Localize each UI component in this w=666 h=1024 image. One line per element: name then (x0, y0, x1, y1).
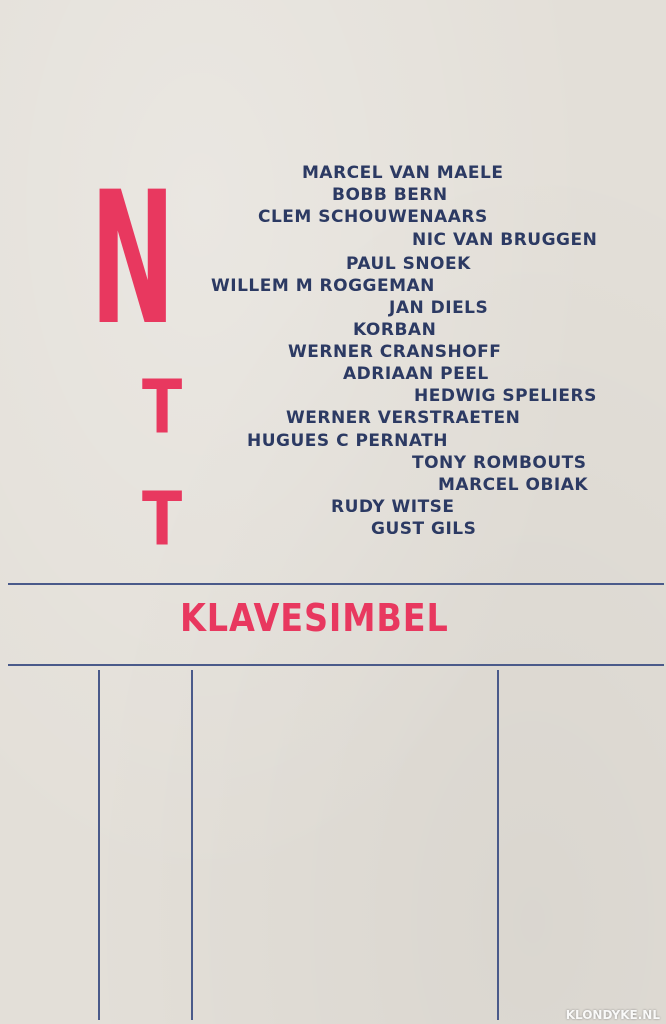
letter-t-second: T (142, 474, 183, 563)
author-name: WERNER VERSTRAETEN (286, 408, 521, 428)
author-name: ADRIAAN PEEL (343, 364, 489, 384)
top-divider (8, 583, 664, 585)
vertical-line (98, 670, 100, 1020)
vertical-line (191, 670, 193, 1020)
author-name: JAN DIELS (389, 298, 489, 318)
author-name: KORBAN (353, 320, 437, 340)
author-name: TONY ROMBOUTS (412, 453, 587, 473)
letter-t-first: T (142, 362, 183, 451)
author-name: GUST GILS (371, 519, 477, 539)
vertical-line (497, 670, 499, 1020)
author-name: MARCEL OBIAK (438, 475, 589, 495)
book-title: KLAVESIMBEL (180, 596, 449, 640)
author-name: RUDY WITSE (331, 497, 455, 517)
author-name: BOBB BERN (332, 185, 448, 205)
author-name: NIC VAN BRUGGEN (412, 230, 598, 250)
author-name: WILLEM M ROGGEMAN (211, 276, 435, 296)
author-name: HUGUES C PERNATH (247, 431, 449, 451)
letter-n: N (90, 151, 176, 366)
author-name: WERNER CRANSHOFF (288, 342, 502, 362)
author-name: MARCEL VAN MAELE (302, 163, 504, 183)
bottom-divider (8, 664, 664, 666)
watermark-text: KLONDYKE.NL (565, 1008, 660, 1022)
author-name: HEDWIG SPELIERS (414, 386, 597, 406)
author-name: CLEM SCHOUWENAARS (258, 207, 488, 227)
author-name: PAUL SNOEK (346, 254, 471, 274)
